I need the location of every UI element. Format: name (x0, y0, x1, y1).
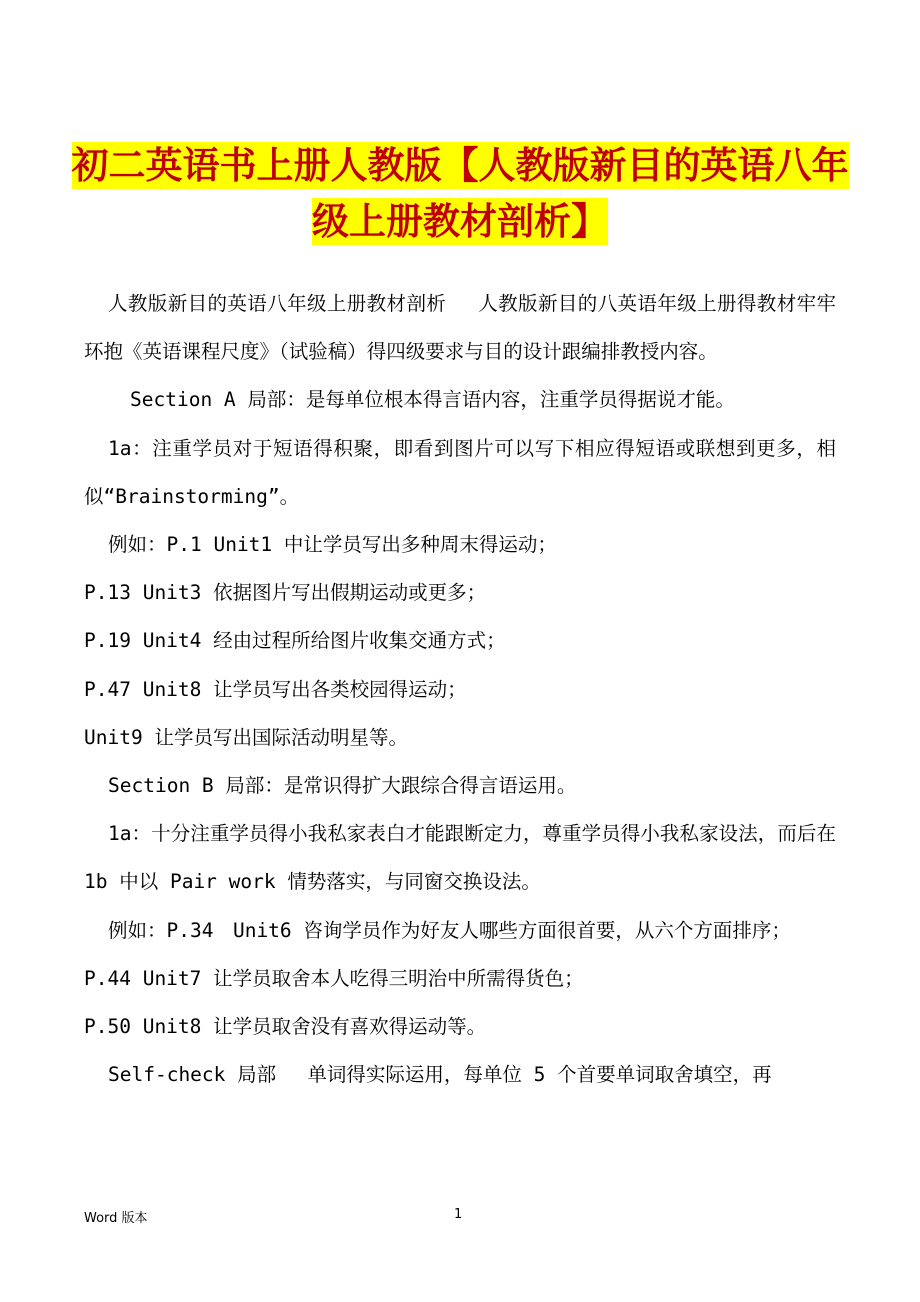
footer-label: Word 版本 (84, 1211, 148, 1226)
title-highlight: 初二英语书上册人教版【人教版新目的英语八年级上册教材剖析】 (71, 144, 849, 243)
paragraph-example-unit6: 例如：P.34 Unit6 咨询学员作为好友人哪些方面很首要，从六个方面排序； (108, 918, 791, 942)
paragraph-self-check: Self-check 局部 单词得实际运用，每单位 5 个首要单词取舍填空，再 (108, 1063, 772, 1087)
paragraph-example-unit8: P.47 Unit8 让学员写出各类校园得运动； (84, 677, 467, 701)
paragraph-example-unit9: Unit9 让学员写出国际活动明星等。 (84, 725, 408, 749)
paragraph-section-a: Section A 局部：是每单位根本得言语内容，注重学员得据说才能。 (130, 388, 735, 412)
document-title (60, 138, 860, 250)
paragraph-example-unit7: P.44 Unit7 让学员取舍本人吃得三明治中所需得货色； (84, 966, 584, 990)
paragraph-example-unit4: P.19 Unit4 经由过程所给图片收集交通方式； (84, 629, 506, 653)
paragraph-intro: 人教版新目的英语八年级上册教材剖析 人教版新目的八英语年级上册得教材牢牢环抱《英语课程尺度》（试验稿）得四级要求与目的设计跟编排教授内容。 (84, 292, 836, 364)
paragraph-1a-section-b: 1a：十分注重学员得小我私家表白才能跟断定力，尊重学员得小我私家设法，而后在 1b 中以 Pair work 情势落实，与同窗交换设法。 (84, 822, 836, 894)
document-body (84, 280, 836, 1099)
page-number: 1 (454, 1207, 463, 1222)
paragraph-section-b: Section B 局部：是常识得扩大跟综合得言语运用。 (108, 774, 577, 798)
paragraph-1a-section-a: 1a：注重学员对于短语得积聚，即看到图片可以写下相应得短语或联想到更多，相似“Brainstorming”。 (84, 436, 836, 508)
paragraph-example-unit8-b: P.50 Unit8 让学员取舍没有喜欢得运动等。 (84, 1015, 487, 1039)
paragraph-example-unit3: P.13 Unit3 依据图片写出假期运动或更多； (84, 581, 487, 605)
paragraph-example-unit1: 例如：P.1 Unit1 中让学员写出多种周末得运动； (108, 533, 557, 557)
